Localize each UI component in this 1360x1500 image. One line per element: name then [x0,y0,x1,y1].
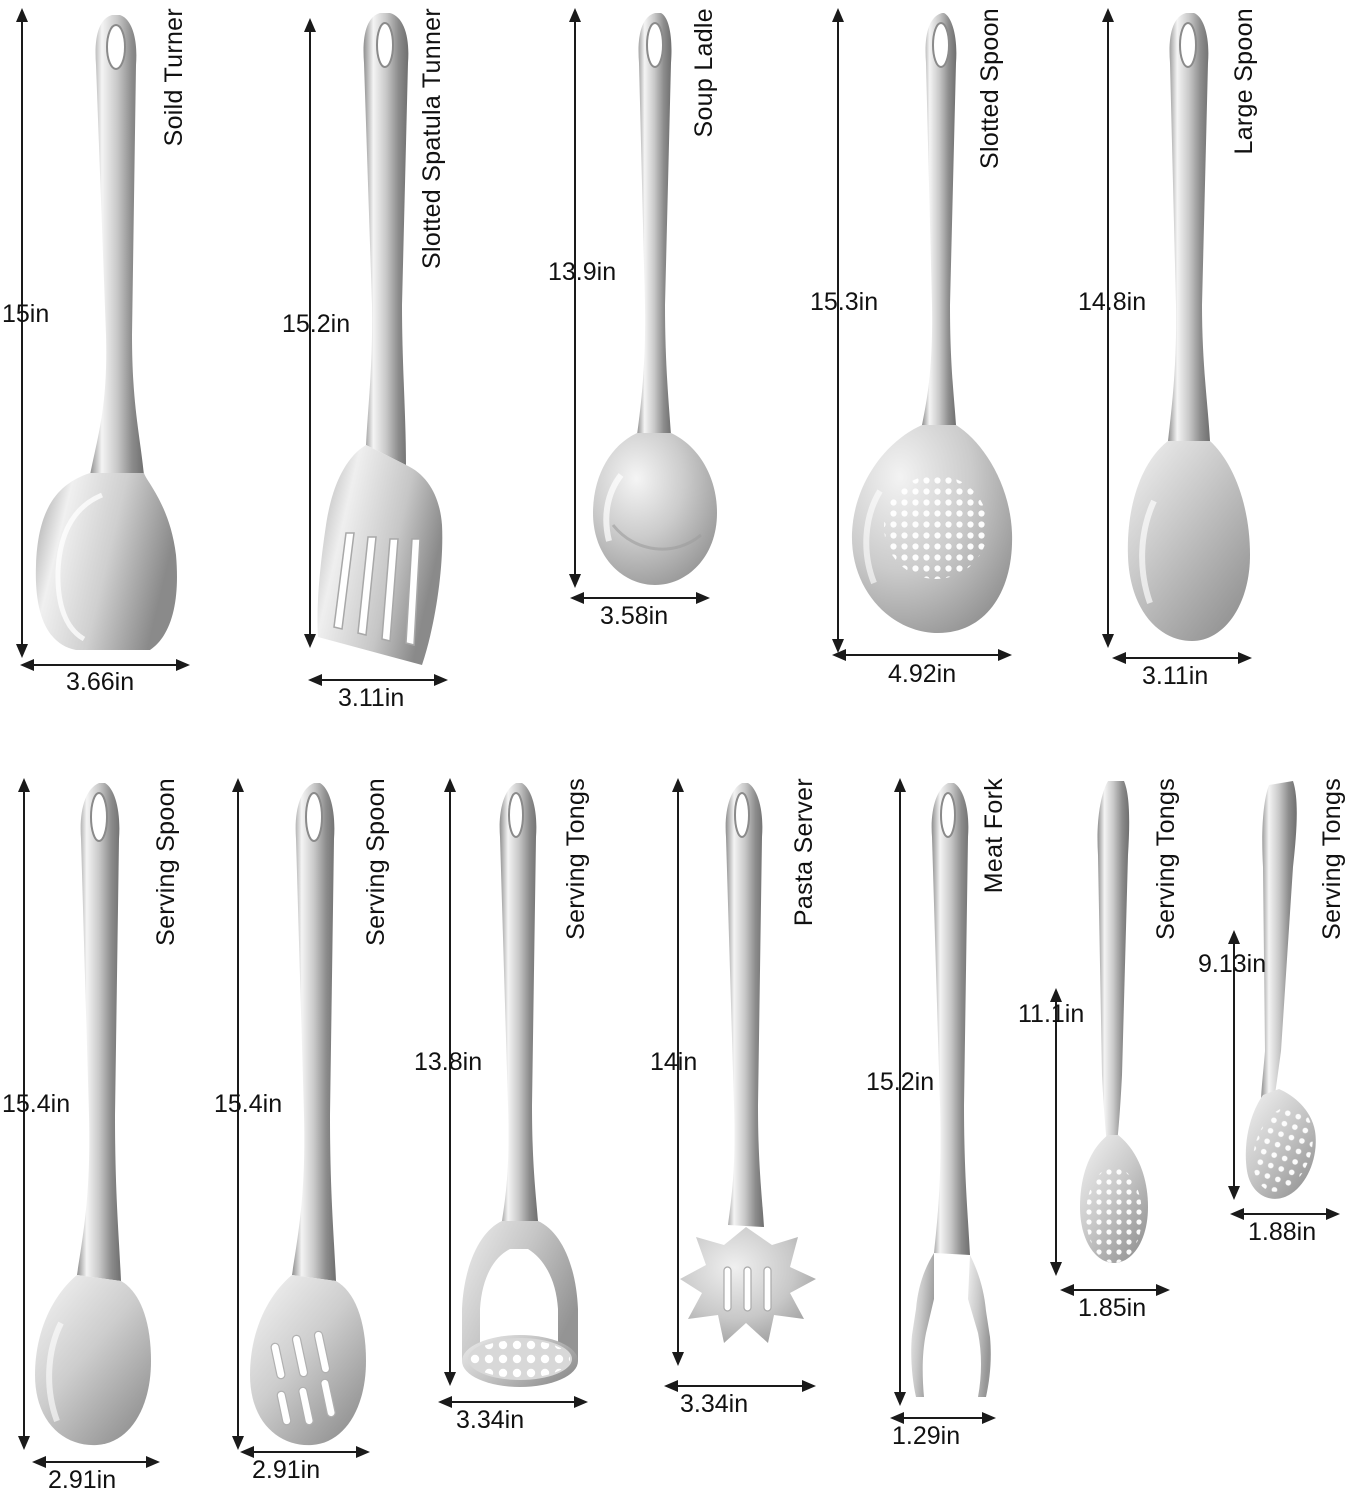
dim-length-serving-spoon-2: 15.4in [214,1090,283,1118]
label-serving-tongs-masher: Serving Tongs [562,778,590,940]
label-meat-fork: Meat Fork [980,778,1008,894]
dim-length-large-spoon: 14.8in [1078,288,1147,316]
label-serving-tongs-long: Serving Tongs [1152,778,1180,940]
dim-length-serving-tongs-long: 11.1in [1018,1000,1085,1028]
label-serving-spoon-2: Serving Spoon [362,778,390,946]
dim-line-vertical-masher [440,778,460,1386]
label-serving-spoon-1: Serving Spoon [152,778,180,946]
dim-line-vertical-soup-ladle [565,8,585,588]
dim-width-slotted-spatula-tunner: 3.11in [338,684,405,712]
dim-line-vertical-slotted-spoon [828,8,848,653]
label-soup-ladle: Soup Ladle [690,8,718,138]
dim-length-soup-ladle: 13.9in [548,258,617,286]
dim-width-serving-tongs-short: 1.88in [1248,1218,1317,1246]
dim-width-serving-spoon-2: 2.91in [252,1456,321,1484]
dim-line-vertical-serving-tongs-long [1046,988,1066,1276]
dim-length-meat-fork: 15.2in [866,1068,935,1096]
label-slotted-spatula-tunner: Slotted Spatula Tunner [418,8,446,269]
dim-width-serving-tongs-long: 1.85in [1078,1294,1147,1322]
label-serving-tongs-short: Serving Tongs [1318,778,1346,940]
label-large-spoon: Large Spoon [1230,8,1258,155]
dim-width-serving-spoon-1: 2.91in [48,1466,117,1494]
dim-width-large-spoon: 3.11in [1142,662,1209,690]
dim-length-serving-tongs-masher: 13.8in [414,1048,483,1076]
dim-line-vertical-large-spoon [1098,8,1118,648]
label-slotted-spoon: Slotted Spoon [976,8,1004,169]
dim-length-soild-turner: 15in [2,300,50,328]
dim-width-soup-ladle: 3.58in [600,602,669,630]
dim-width-slotted-spoon: 4.92in [888,660,957,688]
label-soild-turner: Soild Turner [160,8,188,147]
label-pasta-server: Pasta Server [790,778,818,927]
dim-length-slotted-spoon: 15.3in [810,288,879,316]
dim-length-serving-tongs-short: 9.13in [1198,950,1267,978]
dim-length-serving-spoon-1: 15.4in [2,1090,71,1118]
dim-width-meat-fork: 1.29in [892,1422,961,1450]
dim-width-pasta-server: 3.34in [680,1390,749,1418]
dim-length-slotted-spatula-tunner: 15.2in [282,310,351,338]
dim-width-soild-turner: 3.66in [66,668,135,696]
dim-length-pasta-server: 14in [650,1048,698,1076]
dim-line-vertical-soild-turner [12,8,32,658]
dim-width-serving-tongs-masher: 3.34in [456,1406,525,1434]
